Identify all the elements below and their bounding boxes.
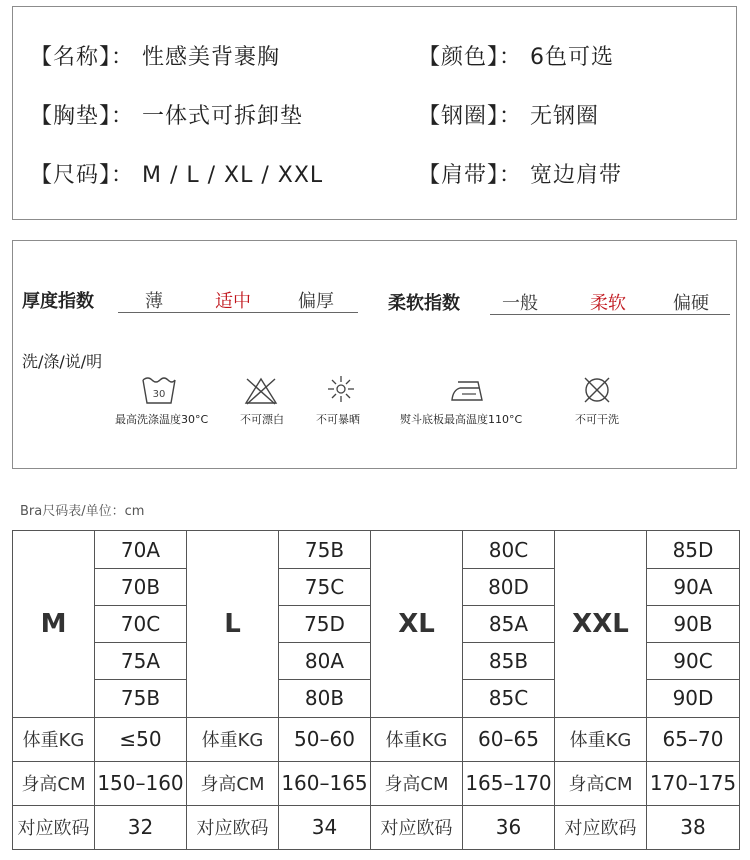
- softness-option-normal: 一般: [502, 293, 538, 314]
- cup-cell: 80B: [279, 680, 371, 717]
- wash-caption-temp: 最高洗涤温度30°C: [115, 413, 209, 426]
- size-xxl: XXL: [555, 531, 647, 718]
- thickness-option-thick: 偏厚: [298, 291, 334, 312]
- softness-option-soft: 柔软: [590, 293, 626, 314]
- softness-label: 柔软指数: [388, 293, 460, 314]
- wash-30-icon: [140, 374, 178, 406]
- eu-cell: 38: [647, 805, 740, 849]
- wash-caption-no-dry-clean: 不可干洗: [575, 413, 619, 426]
- cup-cell: 70C: [95, 606, 187, 643]
- cup-cell: 90D: [647, 680, 740, 717]
- row-label-eu: 对应欧码: [13, 805, 95, 849]
- row-label-weight: 体重KG: [371, 717, 463, 761]
- thickness-option-thin: 薄: [145, 291, 163, 312]
- wash-instructions-title: 洗/涤/说/明: [22, 352, 103, 371]
- table-row-height: [13, 761, 740, 805]
- cup-cell: 85B: [463, 643, 555, 680]
- height-cell: 160–165: [279, 761, 371, 805]
- size-table-caption: Bra尺码表/单位：cm: [20, 504, 145, 519]
- spec-strap: 【肩带】： 宽边肩带: [418, 163, 622, 188]
- cup-cell: 90B: [647, 606, 740, 643]
- spec-color: 【颜色】： 6色可选: [418, 45, 614, 70]
- spec-name: 【名称】： 性感美背裹胸: [30, 45, 280, 70]
- spec-wire: 【钢圈】： 无钢圈: [418, 104, 599, 129]
- row-label-height: 身高CM: [555, 761, 647, 805]
- table-row-weight: [13, 717, 740, 761]
- iron-icon: [448, 378, 488, 404]
- softness-underline: [490, 314, 730, 315]
- cup-cell: 80C: [463, 531, 555, 569]
- row-label-height: 身高CM: [371, 761, 463, 805]
- cup-cell: 90A: [647, 569, 740, 606]
- spec-size: 【尺码】： M / L / XL / XXL: [30, 163, 324, 188]
- row-label-weight: 体重KG: [187, 717, 279, 761]
- table-row: [13, 531, 740, 569]
- eu-cell: 32: [95, 805, 187, 849]
- height-cell: 170–175: [647, 761, 740, 805]
- size-l: L: [187, 531, 279, 718]
- row-label-height: 身高CM: [187, 761, 279, 805]
- no-dry-clean-icon: [581, 374, 613, 406]
- cup-cell: 70B: [95, 569, 187, 606]
- thickness-underline: [118, 312, 358, 313]
- row-label-height: 身高CM: [13, 761, 95, 805]
- weight-cell: 60–65: [463, 717, 555, 761]
- cup-cell: 90C: [647, 643, 740, 680]
- eu-cell: 36: [463, 805, 555, 849]
- size-xl: XL: [371, 531, 463, 718]
- cup-cell: 75A: [95, 643, 187, 680]
- height-cell: 150–160: [95, 761, 187, 805]
- row-label-eu: 对应欧码: [555, 805, 647, 849]
- cup-cell: 75B: [95, 680, 187, 717]
- row-label-eu: 对应欧码: [371, 805, 463, 849]
- wash-temp-badge: 30: [152, 389, 166, 400]
- weight-cell: ≤50: [95, 717, 187, 761]
- wash-caption-no-sun: 不可暴晒: [316, 413, 360, 426]
- cup-cell: 85D: [647, 531, 740, 569]
- cup-cell: 75D: [279, 606, 371, 643]
- no-sun-icon: [326, 374, 356, 404]
- index-panel: [12, 240, 737, 469]
- cup-cell: 80A: [279, 643, 371, 680]
- cup-cell: 70A: [95, 531, 187, 569]
- cup-cell: 75B: [279, 531, 371, 569]
- cup-cell: 85A: [463, 606, 555, 643]
- row-label-eu: 对应欧码: [187, 805, 279, 849]
- cup-cell: 75C: [279, 569, 371, 606]
- wash-caption-no-bleach: 不可漂白: [240, 413, 284, 426]
- weight-cell: 65–70: [647, 717, 740, 761]
- row-label-weight: 体重KG: [13, 717, 95, 761]
- table-row-eu: [13, 805, 740, 849]
- softness-option-hard: 偏硬: [673, 293, 709, 314]
- size-table: [12, 530, 740, 850]
- eu-cell: 34: [279, 805, 371, 849]
- size-m: M: [13, 531, 95, 718]
- no-bleach-icon: [243, 376, 279, 406]
- thickness-label: 厚度指数: [22, 291, 94, 312]
- spec-pad: 【胸垫】： 一体式可拆卸垫: [30, 104, 303, 129]
- thickness-option-medium: 适中: [215, 291, 251, 312]
- wash-caption-iron: 熨斗底板最高温度110°C: [400, 413, 523, 426]
- weight-cell: 50–60: [279, 717, 371, 761]
- cup-cell: 80D: [463, 569, 555, 606]
- row-label-weight: 体重KG: [555, 717, 647, 761]
- height-cell: 165–170: [463, 761, 555, 805]
- cup-cell: 85C: [463, 680, 555, 717]
